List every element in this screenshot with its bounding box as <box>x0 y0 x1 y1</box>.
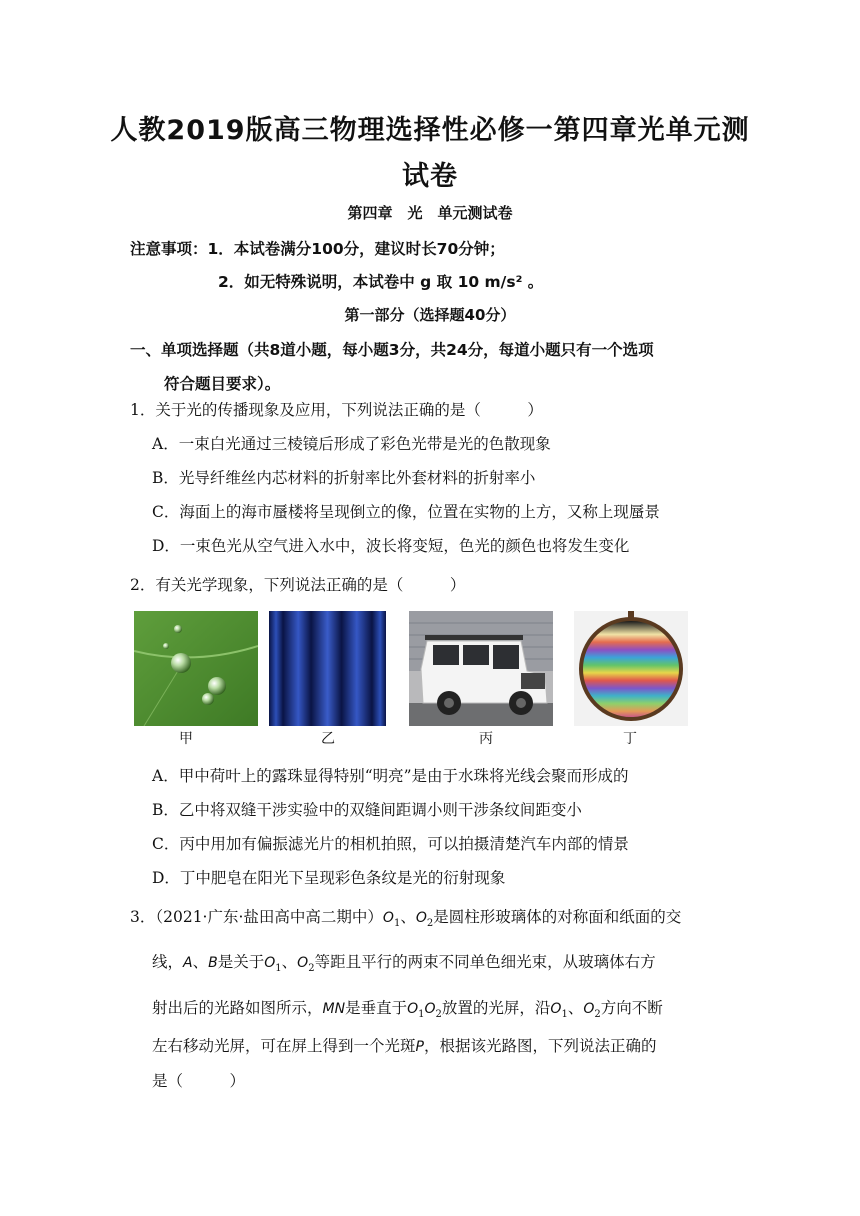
caption-ding: 丁 <box>623 731 637 747</box>
section-heading-line-2: 符合题目要求）。 <box>164 375 281 393</box>
sep: 、 <box>281 953 298 971</box>
part-heading: 第一部分（选择题40分） <box>344 306 516 324</box>
q3-line-3: 射出后的光路如图所示，MN是垂直于$O_1O_2$放置的光屏，沿$O_1$、$O_2$方向不断 <box>152 999 663 1021</box>
soap-film-image <box>574 611 688 726</box>
q3-text: 放置的光屏，沿 <box>441 999 551 1017</box>
q2-option-a: A．甲中荷叶上的露珠显得特别“明亮”是由于水珠将光线会聚而形成的 <box>152 767 629 785</box>
notes-line-1 <box>130 237 505 259</box>
interference-fringes-image <box>269 611 386 726</box>
var-b: B <box>208 955 218 971</box>
q1-option-a: A．一束白光通过三棱镜后形成了彩色光带是光的色散现象 <box>152 435 551 453</box>
caption-jia: 甲 <box>179 731 193 747</box>
suv-photo <box>409 611 553 726</box>
notes-label: 注意事项： <box>130 240 208 258</box>
var-a: A <box>183 955 193 971</box>
q2-option-c: C．丙中用加有偏振滤光片的相机拍照，可以拍摄清楚汽车内部的情景 <box>152 835 629 853</box>
sep: 、 <box>192 953 209 971</box>
caption-bing: 丙 <box>479 731 493 747</box>
var-o1: O <box>550 1001 562 1017</box>
q1-option-c: C．海面上的海市蜃楼将呈现倒立的像，位置在实物的上方，又称上现蜃景 <box>152 503 660 521</box>
sep: 、 <box>400 908 416 926</box>
q2-option-b: B．乙中将双缝干涉实验中的双缝间距调小则干涉条纹间距变小 <box>152 801 582 819</box>
var-p: P <box>415 1039 424 1055</box>
q3-text: 等距且平行的两束不同单色细光束，从玻璃体右方 <box>314 953 656 971</box>
q3-source: 3．（2021·广东·盐田高中高二期中） <box>130 908 383 926</box>
var-o2: O <box>297 955 309 971</box>
var-mn: MN <box>322 1001 346 1017</box>
var-o2: O <box>415 910 427 926</box>
q3-text: 是圆柱形玻璃体的对称面和纸面的交 <box>433 908 682 926</box>
q3-text: 方向不断 <box>600 999 663 1017</box>
q3-line-2: 线，A、B是关于$O_1$、$O_2$等距且平行的两束不同单色细光束，从玻璃体右方 <box>152 953 656 975</box>
caption-yi: 乙 <box>321 731 335 747</box>
subtitle: 第四章 光 单元测试卷 <box>347 204 513 222</box>
q3-text: 是关于 <box>217 953 265 971</box>
notes-item-1: 1．本试卷满分100分，建议时长70分钟； <box>207 240 505 258</box>
q3-text: ，根据该光路图，下列说法正确的 <box>423 1037 657 1055</box>
q1-option-b: B．光导纤维丝内芯材料的折射率比外套材料的折射率小 <box>152 469 536 487</box>
q1-option-d: D．一束色光从空气进入水中，波长将变短，色光的颜色也将发生变化 <box>152 537 630 555</box>
q2-option-d: D．丁中肥皂在阳光下呈现彩色条纹是光的衍射现象 <box>152 869 506 887</box>
section-heading-line-1: 一、单项选择题（共8道小题，每小题3分，共24分，每道小题只有一个选项 <box>130 341 654 359</box>
q3-text: 左右移动光屏，可在屏上得到一个光斑 <box>152 1037 416 1055</box>
var-o1: O <box>382 910 394 926</box>
q1-stem: 1．关于光的传播现象及应用，下列说法正确的是（ ） <box>130 401 543 419</box>
var-o1: O <box>264 955 276 971</box>
lotus-dew-photo <box>134 611 258 726</box>
var-o1: O <box>407 1001 419 1017</box>
q3-line-1: 3．（2021·广东·盐田高中高二期中）$O_1$、$O_2$是圆柱形玻璃体的对称面和纸面的交 <box>130 908 682 930</box>
q3-line-5: 是（ ） <box>152 1072 246 1090</box>
notes-item-2: 2．如无特殊说明，本试卷中 g 取 10 m/s² 。 <box>218 273 544 291</box>
var-o2: O <box>424 1001 436 1017</box>
var-o2: O <box>583 1001 595 1017</box>
q3-text: 线， <box>152 953 184 971</box>
q3-text: 射出后的光路如图所示， <box>152 999 323 1017</box>
page-title: 人教2019版高三物理选择性必修一第四章光单元测试卷 <box>110 115 750 192</box>
q3-line-4 <box>152 1034 656 1056</box>
sep: 、 <box>567 999 584 1017</box>
q2-stem: 2．有关光学现象，下列说法正确的是（ ） <box>130 576 466 594</box>
q3-text: 是垂直于 <box>345 999 408 1017</box>
